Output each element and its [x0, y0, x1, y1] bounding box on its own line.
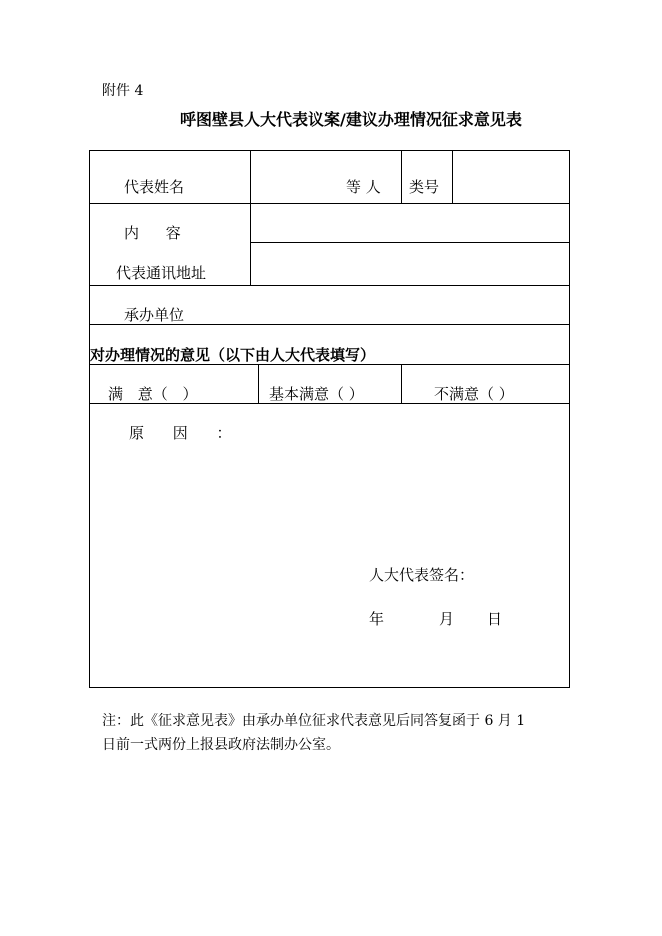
handling-unit-label: 承办单位: [124, 306, 185, 324]
content-label: 内 容: [124, 224, 181, 242]
option-satisfied[interactable]: 满 意（ ）: [108, 385, 198, 403]
etc-label: 等 人: [346, 178, 381, 196]
option-basically-satisfied[interactable]: 基本满意（ ）: [269, 385, 364, 403]
date-year-label: 年: [369, 610, 385, 628]
address-label: 代表通讯地址: [116, 264, 207, 282]
rep-name-label: 代表姓名: [124, 178, 185, 196]
row-divider: [250, 242, 570, 243]
signature-label: 人大代表签名：: [369, 566, 475, 584]
reason-field[interactable]: [100, 446, 560, 556]
option-dissatisfied[interactable]: 不满意（ ）: [434, 385, 514, 403]
rep-name-field[interactable]: [258, 158, 342, 198]
date-month-label: 月: [439, 610, 455, 628]
opinion-section-label: 对办理情况的意见（以下由人大代表填写）: [90, 346, 376, 364]
content-field[interactable]: [258, 208, 564, 238]
column-divider: [250, 150, 251, 285]
address-field[interactable]: [258, 248, 564, 280]
row-divider: [89, 285, 570, 286]
footer-note-line-2: 日前一式两份上报县政府法制办公室。: [102, 737, 340, 753]
type-label: 类号: [409, 178, 440, 196]
column-divider: [452, 150, 453, 203]
handling-unit-field[interactable]: [258, 290, 564, 320]
type-number-field[interactable]: [460, 158, 564, 198]
attachment-label: 附件 4: [102, 83, 144, 99]
row-divider: [89, 203, 570, 204]
date-day-label: 日: [487, 610, 503, 628]
form-title: 呼图壁县人大代表议案/建议办理情况征求意见表: [180, 110, 522, 129]
column-divider: [258, 364, 259, 403]
column-divider: [401, 364, 402, 403]
column-divider: [401, 150, 402, 203]
footer-note-line-1: 注：此《征求意见表》由承办单位征求代表意见后同答复函于 6 月 1: [102, 713, 526, 729]
reason-label: 原 因 ：: [129, 424, 232, 442]
